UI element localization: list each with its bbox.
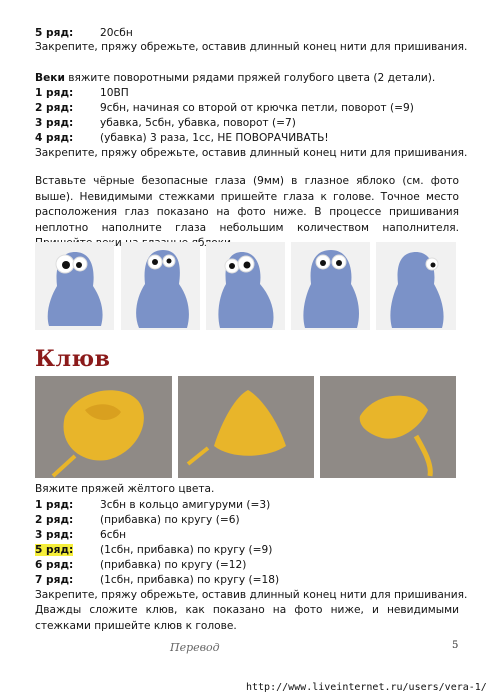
beak-final-paragraph: Дважды сложите клюв, как показано на фото ниже, и невидимыми стежками пришейте клюв к голове. — [35, 604, 459, 632]
blue-figure-image — [376, 242, 456, 330]
blue-figure-image — [291, 242, 370, 330]
beak-photo-1 — [35, 376, 172, 478]
blue-figure-photo-1 — [35, 242, 114, 330]
blue-figure-image — [35, 242, 114, 330]
footer-translation-label: Перевод — [170, 641, 220, 654]
row-value: 20сбн — [100, 27, 133, 39]
blue-figure-image — [206, 242, 285, 330]
row-label: 5 ряд: — [35, 27, 74, 39]
beak-photo-3 — [320, 376, 456, 478]
blue-figure-photo-2 — [121, 242, 200, 330]
beak-row-value: 6сбн — [100, 529, 127, 541]
blue-figure-photo-4 — [291, 242, 370, 330]
beak-image — [178, 376, 314, 478]
beak-section-title: Клюв — [35, 346, 111, 372]
eyelid-row-label: 4 ряд: — [35, 132, 74, 144]
beak-yarn-text: Вяжите пряжей жёлтого цвета. — [35, 483, 215, 495]
beak-row-value: 3сбн в кольцо амигуруми (=3) — [100, 499, 271, 511]
page-number: 5 — [452, 640, 459, 651]
blue-figure-photo-3 — [206, 242, 285, 330]
eyelid-row-label: 3 ряд: — [35, 117, 74, 129]
eyelid-row-label: 2 ряд: — [35, 102, 74, 114]
eyelid-row-value: 10ВП — [100, 87, 129, 99]
eyelids-heading-rest: вяжите поворотными рядами пряжей голубого цвета (2 детали). — [64, 72, 436, 84]
beak-image — [35, 376, 172, 478]
beak-fasten-text: Закрепите, пряжу обрежьте, оставив длинный конец нити для пришивания. — [35, 589, 468, 601]
eyelid-row-value: (убавка) 3 раза, 1сс, НЕ ПОВОРАЧИВАТЬ! — [100, 132, 329, 144]
beak-row-label: 2 ряд: — [35, 514, 74, 526]
eyelid-row-label: 1 ряд: — [35, 87, 74, 99]
beak-row-label-highlighted — [35, 543, 73, 557]
eyelid-row-value: 9сбн, начиная со второй от крючка петли, поворот (=9) — [100, 102, 414, 114]
blue-figure-photo-5 — [376, 242, 456, 330]
beak-image — [320, 376, 456, 478]
beak-row-label: 6 ряд: — [35, 559, 74, 571]
eyes-paragraph: Вставьте чёрные безопасные глаза (9мм) в глазное яблоко (см. фото выше). Невидимыми стежками пришейте глаза к голове. Точное место расположения глаз показано на фото ниже. В процессе пришивания неплотно наполните глаза небольшим количеством наполнителя. — [35, 175, 459, 234]
eyelid-row-value: убавка, 5сбн, убавка, поворот (=7) — [100, 117, 296, 129]
beak-row-value: (прибавка) по кругу (=12) — [100, 559, 247, 571]
source-url[interactable]: http://www.liveinternet.ru/users/vera-1/ — [246, 682, 487, 693]
beak-photo-2 — [178, 376, 314, 478]
eyelids-heading-bold: Веки — [35, 72, 65, 84]
beak-row-label: 1 ряд: — [35, 499, 74, 511]
fasten-text: Закрепите, пряжу обрежьте, оставив длинный конец нити для пришивания. — [35, 41, 468, 53]
eyelids-fasten-text: Закрепите, пряжу обрежьте, оставив длинный конец нити для пришивания. — [35, 147, 468, 159]
beak-row-value: (прибавка) по кругу (=6) — [100, 514, 240, 526]
beak-row-label: 7 ряд: — [35, 574, 74, 586]
highlight-mark: 5 ряд: — [35, 544, 74, 556]
beak-row-label: 3 ряд: — [35, 529, 74, 541]
beak-row-value: (1сбн, прибавка) по кругу (=9) — [100, 544, 273, 556]
beak-row-value: (1сбн, прибавка) по кругу (=18) — [100, 574, 280, 586]
blue-figure-image — [121, 242, 200, 330]
eyelids-heading — [35, 71, 435, 85]
